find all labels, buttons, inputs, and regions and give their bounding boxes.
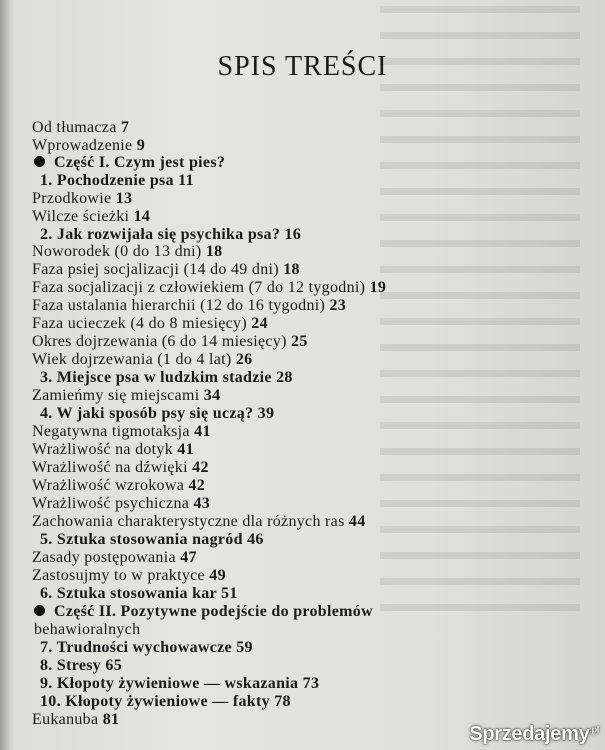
show-through-line	[355, 266, 605, 286]
toc-entry-title: Eukanuba	[32, 711, 99, 728]
toc-page-number: 13	[115, 190, 133, 207]
watermark-logo	[469, 723, 599, 746]
show-through-line	[355, 214, 605, 234]
toc-entry-title: 3. Miejsce psa w ludzkim stadzie	[40, 369, 272, 386]
show-through-line	[355, 474, 605, 494]
toc-entry	[32, 243, 222, 261]
toc-entry-title: Wiek dojrzewania (1 do 4 lat)	[32, 351, 232, 368]
toc-entry-title: behawioralnych	[34, 621, 141, 638]
toc-entry-title: Wrażliwość psychiczna	[32, 495, 190, 512]
page-title: SPIS TREŚCI	[217, 50, 388, 82]
toc-chapter	[40, 369, 293, 387]
watermark-suffix: .pl	[589, 724, 599, 735]
toc-chapter	[40, 405, 274, 423]
toc-chapter	[40, 675, 319, 693]
toc-entry-title: Wrażliwość wzrokowa	[32, 477, 185, 494]
toc-entry-title: Zasady postępowania	[32, 549, 176, 566]
toc-entry	[32, 387, 220, 405]
toc-entry-title: Noworodek (0 do 13 dni)	[32, 243, 202, 260]
toc-entry-title: Faza psiej socjalizacji (14 do 49 dni)	[32, 261, 279, 278]
bullet-icon	[34, 156, 45, 167]
watermark-text: Sprzedajemy	[469, 723, 590, 745]
toc-page-number: 42	[188, 477, 206, 494]
toc-part-heading	[34, 154, 225, 172]
toc-entry	[32, 441, 194, 459]
toc-entry-title: Wprowadzenie	[32, 137, 133, 154]
show-through-line	[355, 552, 605, 572]
toc-page-number: 44	[348, 513, 366, 530]
toc-entry-title: Przodkowie	[32, 190, 112, 207]
toc-entry-title: Zachowania charakterystyczne dla różnych ras	[32, 513, 345, 530]
toc-entry	[32, 297, 346, 315]
toc-page-number: 34	[203, 387, 221, 404]
toc-chapter	[40, 226, 301, 244]
toc-page-number: 24	[251, 315, 268, 332]
toc-entry-title: 4. W jaki sposób psy się uczą?	[40, 405, 254, 422]
toc-part-heading	[34, 621, 140, 639]
show-through-line	[355, 500, 605, 520]
toc-chapter	[40, 531, 264, 549]
toc-page-number: 41	[177, 441, 194, 458]
bullet-icon	[34, 605, 45, 616]
toc-entry	[32, 477, 205, 495]
show-through-line	[355, 292, 605, 312]
toc-page-number: 14	[133, 208, 151, 225]
toc-entry-title: 2. Jak rozwijała się psychika psa?	[40, 226, 281, 243]
book-spine-shadow	[0, 0, 14, 750]
toc-entry	[32, 351, 252, 369]
toc-page-number: 7	[120, 119, 130, 136]
toc-entry-title: Faza socjalizacji z człowiekiem (7 do 12 tygodni)	[32, 279, 366, 296]
toc-entry-title: 5. Sztuka stosowania nagród	[40, 531, 243, 548]
toc-entry-title: Od tłumacza	[32, 119, 117, 136]
toc-entry-title: Faza ucieczek (4 do 8 miesięcy)	[32, 315, 247, 332]
toc-entry-title: 6. Sztuka stosowania kar	[40, 585, 217, 602]
toc-page-number: 26	[235, 351, 253, 368]
show-through-line	[355, 162, 605, 182]
toc-page-number: 47	[180, 549, 197, 566]
toc-chapter	[40, 172, 194, 190]
toc-page-number: 16	[284, 226, 302, 243]
show-through-line	[355, 6, 605, 26]
toc-entry	[32, 513, 366, 531]
toc-page-number: 18	[205, 243, 223, 260]
toc-entry	[32, 137, 145, 155]
toc-entry-title: Negatywna tigmotaksja	[32, 423, 190, 440]
toc-entry	[32, 459, 209, 477]
toc-entry	[32, 549, 197, 567]
toc-page-number: 73	[302, 675, 320, 692]
toc-entry	[32, 190, 132, 208]
toc-entry	[32, 711, 119, 729]
toc-entry	[32, 495, 210, 513]
toc-part-heading	[34, 603, 373, 621]
toc-page-number: 23	[329, 297, 347, 314]
toc-entry	[32, 333, 308, 351]
show-through-line	[355, 448, 605, 468]
toc-entry-title: 9. Kłopoty żywieniowe — wskazania	[40, 675, 299, 692]
toc-entry	[32, 567, 226, 585]
toc-entry-title: Zamieńmy się miejscami	[32, 387, 200, 404]
toc-page-number: 9	[136, 137, 146, 154]
toc-entry-title: Wrażliwość na dotyk	[32, 441, 174, 458]
toc-page-number: 28	[276, 369, 293, 386]
toc-entry-title: 7. Trudności wychowawcze	[40, 639, 232, 656]
toc-entry-title: Faza ustalania hierarchii (12 do 16 tygodni)	[32, 297, 326, 314]
show-through-line	[355, 318, 605, 338]
toc-entry	[32, 208, 150, 226]
toc-entry	[32, 261, 300, 279]
show-through-line	[355, 240, 605, 260]
toc-entry-title: Okres dojrzewania (6 do 14 miesięcy)	[32, 333, 287, 350]
toc-page-number: 41	[194, 423, 211, 440]
toc-chapter	[40, 585, 238, 603]
toc-page-number: 25	[291, 333, 308, 350]
show-through-line	[355, 526, 605, 546]
toc-entry	[32, 119, 129, 137]
toc-page-number: 65	[105, 657, 122, 674]
toc-chapter	[40, 639, 253, 657]
toc-page-number: 51	[221, 585, 238, 602]
show-through-text	[355, 0, 605, 620]
show-through-line	[355, 136, 605, 156]
toc-page-number: 49	[209, 567, 226, 584]
toc-entry	[32, 315, 268, 333]
toc-page-number: 18	[283, 261, 300, 278]
toc-chapter	[40, 693, 291, 711]
toc-chapter	[40, 657, 122, 675]
toc-page-number: 42	[192, 459, 209, 476]
toc-entry	[32, 423, 211, 441]
show-through-line	[355, 84, 605, 104]
show-through-line	[355, 396, 605, 416]
show-through-line	[355, 110, 605, 130]
toc-page-number: 78	[274, 693, 291, 710]
toc-page-number: 11	[178, 172, 194, 189]
toc-page-number: 19	[369, 279, 387, 296]
show-through-line	[355, 578, 605, 598]
toc-page-number: 39	[257, 405, 275, 422]
show-through-line	[355, 370, 605, 390]
toc-page-number: 46	[247, 531, 264, 548]
toc-entry-title: 1. Pochodzenie psa	[40, 172, 174, 189]
show-through-line	[355, 604, 605, 620]
show-through-line	[355, 422, 605, 442]
show-through-line	[355, 344, 605, 364]
show-through-line	[355, 32, 605, 52]
toc-entry-title: Zastosujmy to w praktyce	[32, 567, 205, 584]
toc-entry-title: Wilcze ścieżki	[32, 208, 130, 225]
show-through-line	[355, 188, 605, 208]
toc-page-number: 81	[102, 711, 120, 728]
toc-entry-title: 10. Kłopoty żywieniowe — fakty	[40, 693, 270, 710]
toc-entry-title: Część I. Czym jest pies?	[54, 154, 226, 171]
toc-page-number: 43	[193, 495, 211, 512]
toc-entry	[32, 279, 386, 297]
toc-page-number: 59	[236, 639, 253, 656]
toc-entry-title: Część II. Pozytywne podejście do problemów	[54, 603, 373, 620]
toc-entry-title: Wrażliwość na dźwięki	[32, 459, 188, 476]
toc-entry-title: 8. Stresy	[40, 657, 102, 674]
